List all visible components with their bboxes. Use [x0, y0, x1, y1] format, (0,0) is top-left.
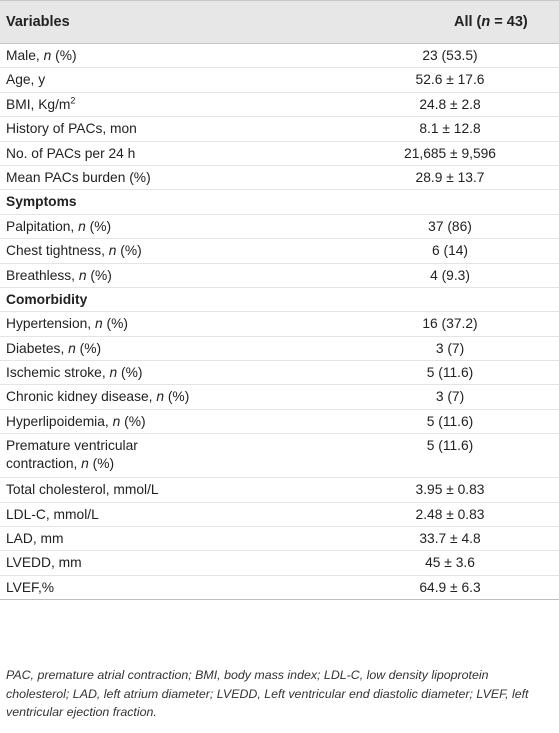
- header-variables: Variables: [6, 14, 70, 30]
- table-row: [0, 215, 559, 239]
- row-label: BMI, $Kg/m^2$: [6, 95, 76, 112]
- table-row: [0, 142, 559, 166]
- table-row: [0, 312, 559, 336]
- row-label: Mean PACs burden (%): [6, 169, 151, 185]
- table-row: [0, 239, 559, 263]
- row-value: 33.7 ± 4.8: [419, 531, 481, 547]
- row-label: Total cholesterol, mmol/L: [6, 482, 159, 498]
- row-label: Comorbidity: [6, 291, 88, 307]
- table-row: [0, 264, 559, 288]
- row-value: 3 (7): [435, 389, 465, 405]
- row-label: LVEDD, mm: [6, 555, 82, 571]
- row-label: Chest tightness, n (%): [6, 243, 142, 259]
- table-row: [0, 93, 559, 117]
- table-row: [0, 44, 559, 68]
- table-row: [0, 68, 559, 92]
- row-value: 23 (53.5): [422, 48, 478, 63]
- row-label: LAD, mm: [6, 531, 64, 547]
- row-value: 6 (14): [431, 243, 469, 259]
- row-label: Symptoms: [6, 194, 77, 210]
- row-value: 52.6 ± 17.6: [415, 72, 485, 88]
- row-label: History of PACs, mon: [6, 121, 137, 137]
- row-value: 3 (7): [435, 340, 465, 356]
- row-value: 5 (11.6): [426, 438, 474, 454]
- row-value: 16 (37.2): [422, 316, 478, 332]
- row-label: Hypertension, n (%): [6, 316, 128, 332]
- row-label: Male, n (%): [6, 48, 77, 63]
- table-row: [0, 434, 559, 478]
- row-value: 2.48 ± 0.83: [415, 506, 485, 522]
- row-value: 3.95 ± 0.83: [415, 482, 485, 498]
- row-label: Chronic kidney disease, n (%): [6, 389, 190, 405]
- row-value: 5 (11.6): [426, 365, 474, 381]
- row-label: Breathless, n (%): [6, 267, 112, 283]
- row-label: Ischemic stroke, n (%): [6, 365, 143, 381]
- row-value: 64.9 ± 6.3: [419, 579, 481, 595]
- row-value: 5 (11.6): [426, 413, 474, 429]
- row-label: Age, y: [6, 72, 46, 88]
- table-row: [0, 361, 559, 385]
- header-all: All (n = 43): [454, 14, 528, 30]
- row-label: LDL-C, mmol/L: [6, 506, 99, 522]
- table-row: [0, 117, 559, 141]
- row-value: 4 (9.3): [430, 267, 470, 283]
- row-value: 45 ± 3.6: [425, 555, 475, 571]
- table-header: [0, 0, 559, 44]
- table-row: [0, 527, 559, 551]
- row-value: 21,685 ± 9,596: [404, 145, 496, 161]
- section-header-row: [0, 190, 559, 214]
- row-value: 24.8 ± 2.8: [419, 96, 481, 112]
- row-value: 37 (86): [428, 218, 472, 234]
- table-row: [0, 410, 559, 434]
- table-row: [0, 503, 559, 527]
- table-row: [0, 478, 559, 502]
- table-footnote: PAC, premature atrial contraction; BMI, body mass index; LDL-C, low density lipoprotein cholesterol; LAD, left atrium diameter; LVEDD, Left ventricular end diastolic diameter; LVEF, left ventricular ejection fraction.: [6, 668, 529, 719]
- table-row: [0, 166, 559, 190]
- row-label: LVEF,%: [6, 579, 55, 595]
- row-label: No. of PACs per 24 h: [6, 145, 136, 161]
- table-row: [0, 337, 559, 361]
- row-label: Diabetes, n (%): [6, 340, 102, 356]
- row-value: 28.9 ± 13.7: [415, 169, 485, 185]
- row-label: Premature ventricular contraction, n (%): [6, 438, 138, 472]
- table-row: [0, 385, 559, 409]
- table-row: [0, 551, 559, 575]
- section-header-row: [0, 288, 559, 312]
- row-label: Palpitation, n (%): [6, 218, 112, 234]
- table-row: [0, 576, 559, 600]
- row-label: Hyperlipoidemia, n (%): [6, 413, 146, 429]
- table-body: [0, 44, 559, 600]
- row-value: 8.1 ± 12.8: [419, 121, 481, 137]
